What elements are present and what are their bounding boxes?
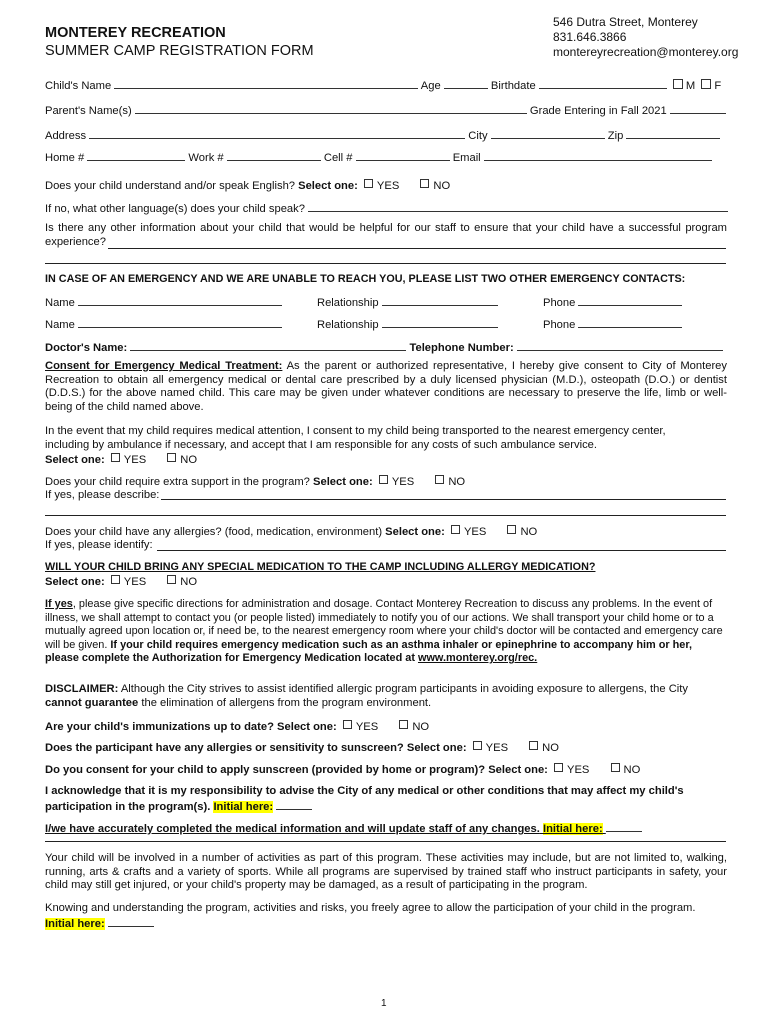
sunscreen-consent-question: Do you consent for your child to apply sunscreen (provided by home or program)? [45,764,486,776]
doctor-name-field[interactable] [130,340,406,351]
consent-text: As the parent or authorized representative, I hereby give consent to City of Monterey Recreation to obtain all emergency medical or dental care prescribed by a duly licensed physician (M.D.), osteopath (D.O.) or dentist (D.D.S.) for the above named child. This care may be given under whatever conditions are necessary to preserve the life, limb or well-being of the child named above. [45,360,727,413]
transport-text: In the event that my child requires medical attention, I consent to my child being transported to the nearest emergency center, including by ambulance if necessary, and accept that I am responsible for any costs of such ambulance service. [45,425,666,451]
disclaimer-bold: cannot guarantee [45,696,139,709]
select-one-label: Select one: [385,526,445,538]
male-checkbox[interactable] [673,79,683,89]
immunizations-no-checkbox[interactable] [399,720,408,729]
male-label: M [685,80,696,92]
parents-name-label: Parent's Name(s) [45,105,132,117]
yes-label: YES [485,742,509,754]
email-field[interactable] [484,150,712,161]
page-number: 1 [381,998,387,1009]
no-label: NO [542,742,559,754]
child-info-row [45,78,721,92]
acknowledge-text: I acknowledge that it is my responsibility to advise the City of any medical or other conditions that may affect my child's participation in the program(s). [45,785,684,813]
acknowledge-initial-field[interactable] [276,799,312,810]
other-info-field-2[interactable] [45,263,726,264]
activities-paragraph [45,852,727,893]
other-language-row [45,201,728,215]
contact-1-phone [543,295,682,309]
medication-paragraph [45,598,727,666]
select-one-label: Select one: [298,180,358,192]
address-label: Address [45,130,87,142]
support-no-checkbox[interactable] [435,475,444,484]
section-divider [45,841,726,842]
sunscreen-consent-row [45,763,640,776]
yes-label: YES [123,576,147,588]
work-label: Work # [188,152,224,164]
name-label: Name [45,297,75,309]
yes-label: YES [355,721,379,733]
female-checkbox[interactable] [701,79,711,89]
support-describe-field-1[interactable] [161,499,726,500]
contact-2-phone-field[interactable] [578,317,682,328]
contact-1-name [45,295,282,309]
address-row [45,128,720,142]
acknowledge-paragraph [45,785,727,814]
contact-2-name [45,317,282,331]
completed-initial-field[interactable] [606,821,642,832]
select-one-label: Select one: [406,742,467,754]
transport-select-row [45,453,197,466]
completed-row [45,821,642,835]
no-label: NO [180,454,198,466]
other-language-label: If no, what other language(s) does your child speak? [45,203,305,215]
contact-1-phone-field[interactable] [578,295,682,306]
medication-no-checkbox[interactable] [167,575,176,584]
female-label: F [714,80,722,92]
yes-label: YES [376,180,400,192]
other-info-field-1[interactable] [108,248,726,249]
doctor-label: Doctor's Name: [45,342,128,354]
immunizations-question: Are your child's immunizations up to date? [45,721,274,733]
allergies-identify-row [45,539,153,551]
email-address: montereyrecreation@monterey.org [553,45,739,59]
consent-paragraph [45,360,727,414]
telephone-label: Telephone Number: [409,342,514,354]
no-label: NO [448,476,466,488]
age-label: Age [420,80,441,92]
phone-label: Phone [543,319,576,331]
work-phone-field[interactable] [227,150,321,161]
city-field[interactable] [491,128,605,139]
parent-row [45,103,726,117]
age-field[interactable] [444,78,488,89]
org-address [553,15,738,60]
support-describe-field-2[interactable] [45,515,726,516]
sunscreen-allergy-question: Does the participant have any allergies or sensitivity to sunscreen? [45,742,404,754]
medication-text: , please give specific directions for administration and dosage. Contact Monterey Recreation to discuss any problems. In the event of illness, we shall attempt to contact you (or people listed) immediately to notify you of our actions. We shall transport your child home or to a mutually agreed upon location or, if need be, to the nearest emergency room where your child's doctor will be contacted and emergency care will be given. [45,598,723,651]
select-one-label: Select one: [45,576,105,588]
completed-text: I/we have accurately completed the medical information and will update staff of any changes. [45,823,540,835]
english-question: Does your child understand and/or speak English? [45,180,296,192]
contact-2-name-field[interactable] [78,317,282,328]
contact-1-relationship-field[interactable] [382,295,498,306]
allergies-yes-checkbox[interactable] [451,525,460,534]
email-label: Email [452,152,481,164]
sunscreen-allergy-row [45,741,559,754]
immunizations-yes-checkbox[interactable] [343,720,352,729]
english-yes-checkbox[interactable] [364,179,373,188]
support-question: Does your child require extra support in the program? [45,476,310,488]
disclaimer-text: Although the City strives to assist identified allergic program participants in avoiding exposure to allergens, the City [118,683,688,695]
zip-field[interactable] [626,128,720,139]
relationship-label: Relationship [317,319,379,331]
allergies-identify-label: If yes, please identify: [45,539,153,551]
childs-name-label: Child's Name [45,80,112,92]
home-label: Home # [45,152,85,164]
form-title: SUMMER CAMP REGISTRATION FORM [45,43,314,59]
yes-label: YES [391,476,415,488]
medication-bold-text: If your child requires emergency medication such as an asthma inhaler or epinephrine to accompany him or her, please complete the Authorization for Emergency Medication located at [45,638,692,664]
zip-label: Zip [607,130,624,142]
consent-title: Consent for Emergency Medical Treatment: [45,360,283,372]
contact-1-name-field[interactable] [78,295,282,306]
final-initial-row [45,916,154,930]
initial-here-label: Initial here: [213,800,274,813]
other-info-question [45,222,727,249]
phone-number: 831.646.3866 [553,30,627,44]
disclaimer-paragraph [45,683,727,710]
final-initial-field[interactable] [108,916,154,927]
yes-label: YES [567,764,590,776]
cell-phone-field[interactable] [356,150,450,161]
contact-2-relationship-field[interactable] [382,317,498,328]
childs-name-field[interactable] [114,78,418,89]
yes-label: YES [123,454,147,466]
english-row [45,179,450,192]
select-one-label: Select one: [488,764,548,776]
allergies-row [45,525,537,538]
allergies-no-checkbox[interactable] [507,525,516,534]
phones-row [45,150,712,164]
initial-here-label: Initial here: [542,823,603,835]
no-label: NO [180,576,198,588]
sunscreen-consent-no-checkbox[interactable] [611,763,620,772]
medication-select-row [45,575,197,588]
select-one-label: Select one: [313,476,373,488]
name-label: Name [45,319,75,331]
no-label: NO [412,721,430,733]
parents-name-field[interactable] [135,103,527,114]
doctor-row [45,340,723,354]
transport-yes-checkbox[interactable] [111,453,120,462]
immunizations-row [45,720,429,733]
grade-field[interactable] [670,103,726,114]
relationship-label: Relationship [317,297,379,309]
support-yes-checkbox[interactable] [379,475,388,484]
allergies-identify-field[interactable] [157,550,726,551]
select-one-label: Select one: [45,454,105,466]
medication-link[interactable]: www.monterey.org/rec. [417,652,538,664]
support-describe-row [45,489,159,501]
phone-label: Phone [543,297,576,309]
doctor-phone-field[interactable] [517,340,723,351]
contact-1-relationship [317,295,498,309]
disclaimer-label: DISCLAIMER: [45,683,119,695]
if-yes-label: If yes [45,598,73,610]
medication-heading: WILL YOUR CHILD BRING ANY SPECIAL MEDICATION TO THE CAMP INCLUDING ALLERGY MEDICATION? [45,561,596,573]
transport-no-checkbox[interactable] [167,453,176,462]
home-phone-field[interactable] [87,150,185,161]
no-label: NO [623,764,641,776]
birthdate-field[interactable] [539,78,667,89]
org-name: MONTEREY RECREATION [45,25,226,41]
knowing-text: Knowing and understanding the program, activities and risks, you freely agree to allow the participation of your child in the program. [45,902,696,914]
activities-text: Your child will be involved in a number of activities as part of this program. These activities may include, but are not limited to, walking, running, arts & crafts and a variety of sports. While all programs are supervised by trained staff who instruct participants in safety, your child may still get injured, or your child's property may be damaged, as a result of participating in the program. [45,852,727,891]
city-label: City [468,130,488,142]
contact-2-phone [543,317,682,331]
allergies-question: Does your child have any allergies? (food, medication, environment) [45,526,383,538]
address-field[interactable] [89,128,465,139]
disclaimer-text-2: the elimination of allergens from the program environment. [138,696,432,709]
sunscreen-allergy-yes-checkbox[interactable] [473,741,482,750]
grade-label: Grade Entering in Fall 2021 [529,105,667,117]
other-info-text: Is there any other information about your child that would be helpful for our staff to ensure that your child have a successful program experience? [45,222,727,248]
support-describe-label: If yes, please describe: [45,489,160,501]
cell-label: Cell # [323,152,353,164]
no-label: NO [433,180,451,192]
yes-label: YES [463,526,487,538]
sunscreen-consent-yes-checkbox[interactable] [554,763,563,772]
select-one-label: Select one: [277,721,337,733]
english-no-checkbox[interactable] [420,179,429,188]
initial-here-label: Initial here: [45,918,105,930]
street-address: 546 Dutra Street, Monterey [553,15,698,29]
emergency-heading: IN CASE OF AN EMERGENCY AND WE ARE UNABLE TO REACH YOU, PLEASE LIST TWO OTHER EMERGENCY CONTACTS: [45,273,686,285]
transport-paragraph [45,425,695,452]
birthdate-label: Birthdate [490,80,536,92]
support-row [45,475,465,488]
sunscreen-allergy-no-checkbox[interactable] [529,741,538,750]
medication-yes-checkbox[interactable] [111,575,120,584]
other-language-field[interactable] [308,201,728,212]
no-label: NO [520,526,538,538]
contact-2-relationship [317,317,498,331]
